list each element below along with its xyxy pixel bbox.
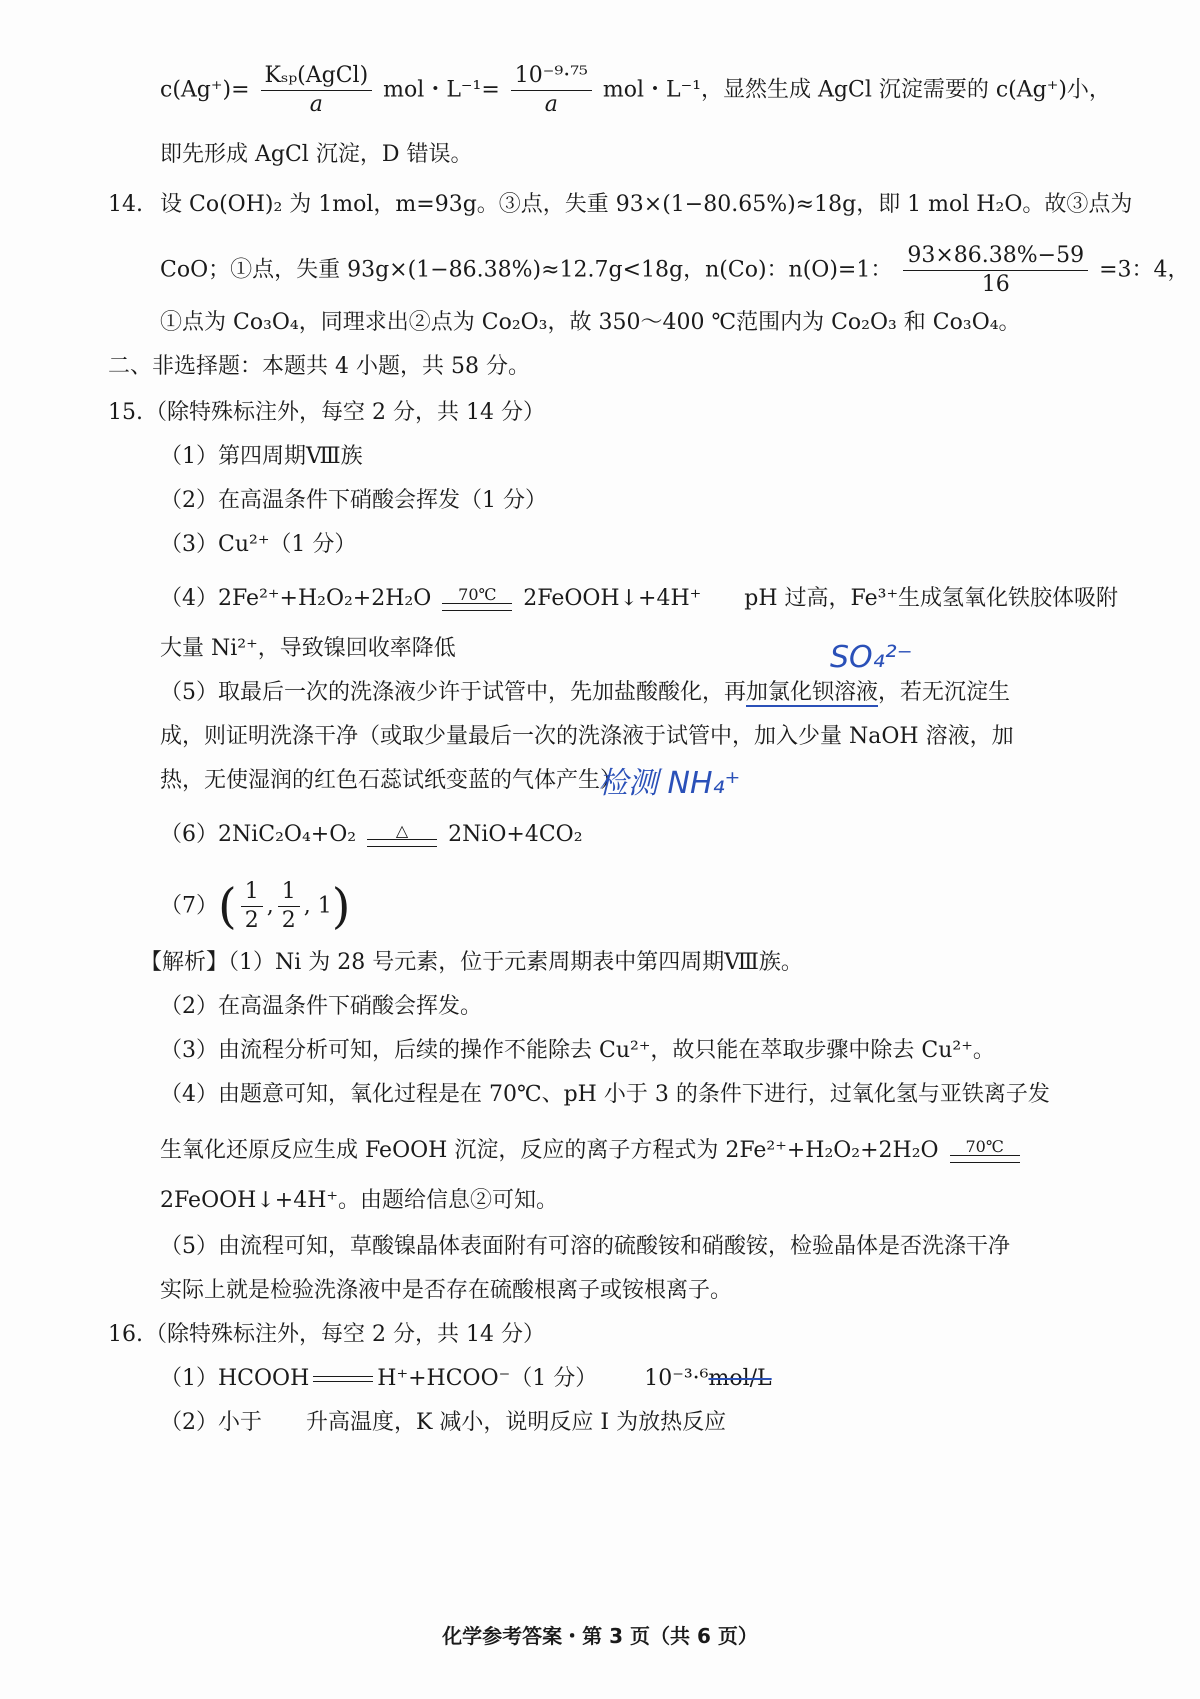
equals-bars [367,839,437,847]
coord-fraction-a [241,878,263,935]
analysis-5a: （5）由流程可知，草酸镍晶体表面附有可溶的硫酸铵和硝酸铵，检验晶体是否洗涤干净 [160,1234,1010,1259]
equals-bars [442,603,512,611]
frac-denominator: a [309,92,323,117]
question-number: 14. [108,192,143,217]
section-heading: 二、非选择题：本题共 4 小题，共 58 分。 [108,354,530,379]
equation-left: （6）2NiC₂O₄+O₂ [160,822,357,847]
analysis-1: 【解析】（1）Ni 为 28 号元素，位于元素周期表中第四周期Ⅷ族。 [140,950,803,975]
question-number: 16. [108,1322,143,1347]
page-footer: 化学参考答案・第 3 页（共 6 页） [442,1624,758,1648]
q16-answer-2: （2）小于 升高温度，K 减小，说明反应 I 为放热反应 [160,1410,727,1435]
frac-denominator: 16 [981,272,1010,297]
frac-numerator: 1 [278,878,300,907]
analysis-4c: 2FeOOH↓+4H⁺。由题给信息②可知。 [160,1188,558,1213]
analysis-4b [160,1136,1024,1166]
reaction-condition [950,1139,1020,1163]
handwritten-note-nh4: 检测 NH₄⁺ [598,766,741,801]
coord-c: 1 [317,893,332,919]
equation-left: （1）HCOOH [160,1366,310,1391]
q16-answer-1 [160,1364,772,1394]
text: ，若无沉淀生 [878,680,1011,705]
frac-numerator: 93×86.38%−59 [903,242,1088,271]
paren-open: ( [218,878,237,935]
text-line: 即先形成 AgCl 沉淀，D 错误。 [160,142,473,167]
answer-7: （7）( $\frac{1}{2}$ , $\frac{1}{2}$ , 1) [160,878,351,935]
text: CoO；①点，失重 93g×(1−86.38%)≈12.7g<18g，n(Co)：n(O)=1： [160,257,893,283]
heat-symbol: △ [395,821,409,840]
underlined-text: 加氯化钡溶液 [746,680,879,705]
question-head: （除特殊标注外，每空 2 分，共 14 分） [145,400,545,425]
text: mol・L⁻¹，显然生成 AgCl 沉淀需要的 c(Ag⁺)小， [602,77,1111,103]
condition-text: 70℃ [458,585,497,604]
handwritten-note-so4: SO₄²⁻ [830,640,913,675]
text-line: 设 Co(OH)₂ 为 1mol，m=93g。③点，失重 93×(1−80.65%)≈18g，即 1 mol H₂O。故③点为 [160,192,1133,217]
text-line: ①点为 Co₃O₄，同理求出②点为 Co₂O₃，故 350～400 ℃范围内为 Co₂O₃ 和 Co₃O₄。 [160,310,1021,335]
frac-denominator: a [544,92,558,117]
frac-numerator: Kₛₚ(AgCl) [261,62,373,91]
ksp-fraction [261,62,373,119]
frac-numerator: 1 [241,878,263,907]
text: mol・L⁻¹= [383,77,500,103]
analysis-2: （2）在高温条件下硝酸会挥发。 [160,994,482,1019]
text-line: 热，无使湿润的红色石蕊试纸变蓝的气体产生） [160,768,623,793]
equation-left: （4）2Fe²⁺+H₂O₂+2H₂O [160,586,432,611]
equals-bars [950,1155,1020,1163]
answer-2: （2）在高温条件下硝酸会挥发（1 分） [160,488,547,513]
answer-5 [160,678,1010,708]
analysis-3: （3）由流程分析可知，后续的操作不能除去 Cu²⁺，故只能在萃取步骤中除去 Cu²⁺。 [160,1038,995,1063]
analysis-4a: （4）由题意可知，氧化过程是在 70℃、pH 小于 3 的条件下进行，过氧化氢与亚铁离子发 [160,1082,1050,1107]
equation-right: H⁺+HCOO⁻（1 分） [377,1366,598,1391]
ratio-fraction [903,242,1088,299]
text-line: 成，则证明洗涤干净（或取少量最后一次的洗涤液于试管中，加入少量 NaOH 溶液，加 [160,724,1014,749]
condition-text: 70℃ [965,1137,1004,1156]
text-line: 大量 Ni²⁺，导致镍回收率降低 [160,636,456,661]
question-number: 15. [108,400,143,425]
analysis-5b: 实际上就是检验洗涤液中是否存在硫酸根离子或铵根离子。 [160,1278,733,1303]
equation-right: 2NiO+4CO₂ [448,822,583,847]
question-head: （除特殊标注外，每空 2 分，共 14 分） [145,1322,545,1347]
ag-concentration-line [160,62,1111,119]
answer-6 [160,820,583,850]
label: （7） [160,893,218,919]
paren-close: ) [331,878,351,935]
equilibrium-arrow [313,1374,373,1384]
frac-denominator: 2 [281,908,296,933]
frac-numerator: 10⁻⁹·⁷⁵ [511,62,592,91]
text: （5）取最后一次的洗涤液少许于试管中，先加盐酸酸化，再 [160,680,746,705]
text: 生氧化还原反应生成 FeOOH 沉淀，反应的离子方程式为 2Fe²⁺+H₂O₂+2H₂O [160,1138,939,1163]
reaction-condition [367,823,437,847]
text: pH 过高，Fe³⁺生成氢氧化铁胶体吸附 [744,586,1119,611]
frac-denominator: 2 [244,908,259,933]
value-fraction [511,62,592,119]
struck-unit: mol/L [708,1366,772,1391]
answer-3: （3）Cu²⁺（1 分） [160,532,357,557]
answer-4 [160,584,1118,614]
answer-1: （1）第四周期Ⅷ族 [160,444,363,469]
value: 10⁻³·⁶ [644,1366,709,1391]
equation-right: 2FeOOH↓+4H⁺ [523,586,702,611]
coord-fraction-b [278,878,300,935]
text: c(Ag⁺)= [160,77,250,103]
text: =3：4， [1099,257,1190,283]
co-ratio-line [160,242,1190,299]
reaction-condition [442,587,512,611]
